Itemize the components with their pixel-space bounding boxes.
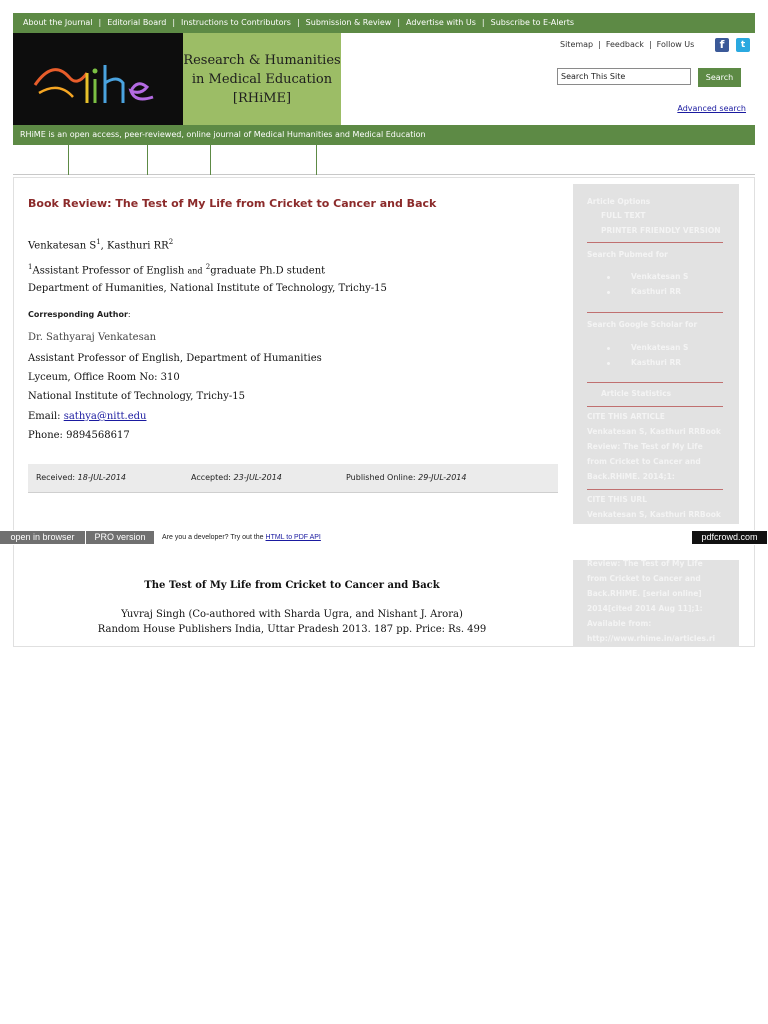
published-date [346, 464, 466, 492]
corresponding-label-text: Corresponding Author [28, 310, 128, 319]
nav-separator: | [172, 18, 176, 27]
nav-editorial-board[interactable]: Editorial Board [107, 18, 167, 27]
top-nav [13, 13, 755, 33]
logo-line-1: Research & Humanities [183, 53, 341, 68]
accepted-label: Accepted: [191, 473, 234, 482]
book-title: The Test of My Life from Cricket to Cancer and Back [144, 580, 440, 591]
cite-article-heading: CITE THIS ARTICLE [587, 412, 665, 421]
sub-nav-divider [210, 145, 211, 175]
published-label: Published Online: [346, 473, 419, 482]
received-value: 18-JUL-2014 [77, 473, 127, 482]
book-author-line: Yuvraj Singh (Co-authored with Sharda Ugra, and Nishant J. Arora) [121, 609, 463, 620]
cite-article-line: Back.RHiME. 2014;1: [587, 472, 675, 481]
corresponding-line-2: Lyceum, Office Room No: 310 [28, 372, 180, 383]
published-value: 29-JUL-2014 [418, 473, 467, 482]
rhime-logo-art [13, 33, 183, 125]
util-separator: | [598, 40, 601, 49]
cite-url-line: Venkatesan S, Kasthuri RRBook [587, 510, 721, 519]
sub-nav-divider [147, 145, 148, 175]
cite-article-line: from Cricket to Cancer and [587, 457, 701, 466]
aff-sup-2: 2 [205, 263, 211, 271]
pubmed-heading: Search Pubmed for [587, 250, 668, 259]
open-in-browser-button[interactable]: open in browser [0, 531, 85, 544]
cite-url-line: 2014[cited 2014 Aug 11];1: [587, 604, 703, 613]
sub-nav-divider [316, 145, 317, 175]
scholar-author-2[interactable]: Kasthuri RR [631, 358, 682, 367]
accepted-value: 23-JUL-2014 [233, 473, 282, 482]
article-options-sidebar [573, 184, 739, 524]
bullet-icon [607, 291, 610, 294]
corresponding-name: Dr. Sathyaraj Venkatesan [28, 332, 157, 343]
email-label: Email: [28, 411, 64, 422]
received-date [36, 464, 126, 492]
nav-subscribe-alerts[interactable]: Subscribe to E-Alerts [490, 18, 575, 27]
site-logo-graphic[interactable] [13, 33, 183, 125]
corresponding-author-label [28, 310, 131, 319]
accepted-date [191, 464, 282, 492]
nav-instructions[interactable]: Instructions to Contributors [181, 18, 291, 27]
email-link[interactable]: sathya@nitt.edu [63, 411, 147, 422]
follow-us-label: Follow Us [656, 40, 695, 49]
article-title: Book Review: The Test of My Life from Cricket to Cancer and Back [28, 197, 437, 210]
pdfcrowd-brand-link[interactable]: pdfcrowd.com [692, 531, 767, 544]
utility-links [560, 40, 740, 54]
nav-separator: | [296, 18, 300, 27]
developer-promo-text: Are you a developer? Try out the [162, 534, 266, 541]
developer-promo [162, 531, 321, 544]
pro-version-button[interactable]: PRO version [86, 531, 154, 544]
cite-url-line: Review: The Test of My Life [587, 560, 703, 568]
full-text-link[interactable]: FULL TEXT [601, 211, 646, 220]
nav-separator: | [397, 18, 401, 27]
sidebar-divider [587, 312, 723, 313]
author-separator: , [100, 240, 108, 252]
aff-text-1: Assistant Professor of English [32, 265, 188, 277]
cite-url-link[interactable]: http://www.rhime.in/articles.ri [587, 634, 716, 643]
author-2: Kasthuri RR [107, 240, 169, 252]
printer-friendly-link[interactable]: PRINTER FRIENDLY VERSION [601, 226, 721, 235]
corresponding-colon: : [127, 310, 131, 319]
sidebar-divider [587, 382, 723, 383]
bullet-icon [607, 276, 610, 279]
author-2-sup: 2 [168, 238, 174, 246]
sidebar-divider [587, 489, 723, 490]
cite-url-line: Back.RHiME. [serial online] [587, 589, 702, 598]
search-input[interactable] [557, 68, 691, 85]
author-1: Venkatesan S [28, 240, 97, 252]
received-label: Received: [36, 473, 78, 482]
journal-tagline: RHiME is an open access, peer-reviewed, online journal of Medical Humanities and Medical Education [13, 125, 755, 145]
util-separator: | [648, 40, 652, 49]
sub-nav-divider [68, 145, 69, 175]
cite-article-line: Venkatesan S, Kasthuri RRBook [587, 427, 721, 436]
facebook-icon[interactable]: f [715, 38, 729, 52]
book-publisher-line: Random House Publishers India, Uttar Pradesh 2013. 187 pp. Price: Rs. 499 [97, 624, 487, 635]
sidebar-divider [587, 242, 723, 243]
logo-line-3: [RHiME] [232, 91, 292, 106]
sitemap-link[interactable]: Sitemap [560, 40, 594, 49]
scholar-author-1[interactable]: Venkatesan S [631, 343, 689, 352]
cite-url-line: from Cricket to Cancer and [587, 574, 701, 583]
email-line [28, 411, 146, 422]
nav-advertise[interactable]: Advertise with Us [406, 18, 476, 27]
article-statistics-link[interactable]: Article Statistics [601, 389, 672, 398]
corresponding-line-3: National Institute of Technology, Trichy-15 [28, 391, 245, 402]
sub-nav [13, 145, 755, 175]
author-1-sup: 1 [96, 238, 101, 246]
html-to-pdf-api-link[interactable]: HTML to PDF API [265, 534, 321, 541]
advanced-search-link[interactable]: Advanced search [677, 104, 746, 113]
bullet-icon [607, 347, 610, 350]
author-list [28, 238, 173, 251]
scholar-heading: Search Google Scholar for [587, 320, 698, 329]
sidebar-divider [587, 406, 723, 407]
nav-submission-review[interactable]: Submission & Review [305, 18, 392, 27]
search-button[interactable]: Search [698, 68, 741, 87]
aff-text-2: graduate Ph.D student [210, 265, 326, 277]
cite-url-heading: CITE THIS URL [587, 495, 647, 504]
affiliation-line-1 [28, 263, 325, 276]
twitter-icon[interactable]: t [736, 38, 750, 52]
article-options-heading: Article Options [587, 197, 651, 206]
aff-sup-1: 1 [28, 263, 33, 271]
pubmed-author-2[interactable]: Kasthuri RR [631, 287, 682, 296]
dates-bar [28, 464, 558, 493]
corresponding-line-1: Assistant Professor of English, Department of Humanities [28, 353, 322, 364]
logo-line-2: in Medical Education [191, 72, 333, 87]
phone-line: Phone: 9894568617 [28, 430, 130, 441]
cite-article-line: Review: The Test of My Life [587, 442, 703, 451]
affiliation-line-2: Department of Humanities, National Institute of Technology, Trichy-15 [28, 283, 387, 294]
nav-about-journal[interactable]: About the Journal [23, 18, 93, 27]
pubmed-author-1[interactable]: Venkatesan S [631, 272, 689, 281]
cite-url-line: Available from: [587, 619, 652, 628]
cite-url-sidebar-continued [573, 560, 739, 647]
nav-separator: | [98, 18, 102, 27]
aff-and: and [187, 266, 203, 276]
feedback-link[interactable]: Feedback [605, 40, 644, 49]
nav-separator: | [481, 18, 485, 27]
site-logo-text[interactable] [183, 33, 341, 125]
bullet-icon [607, 362, 610, 365]
